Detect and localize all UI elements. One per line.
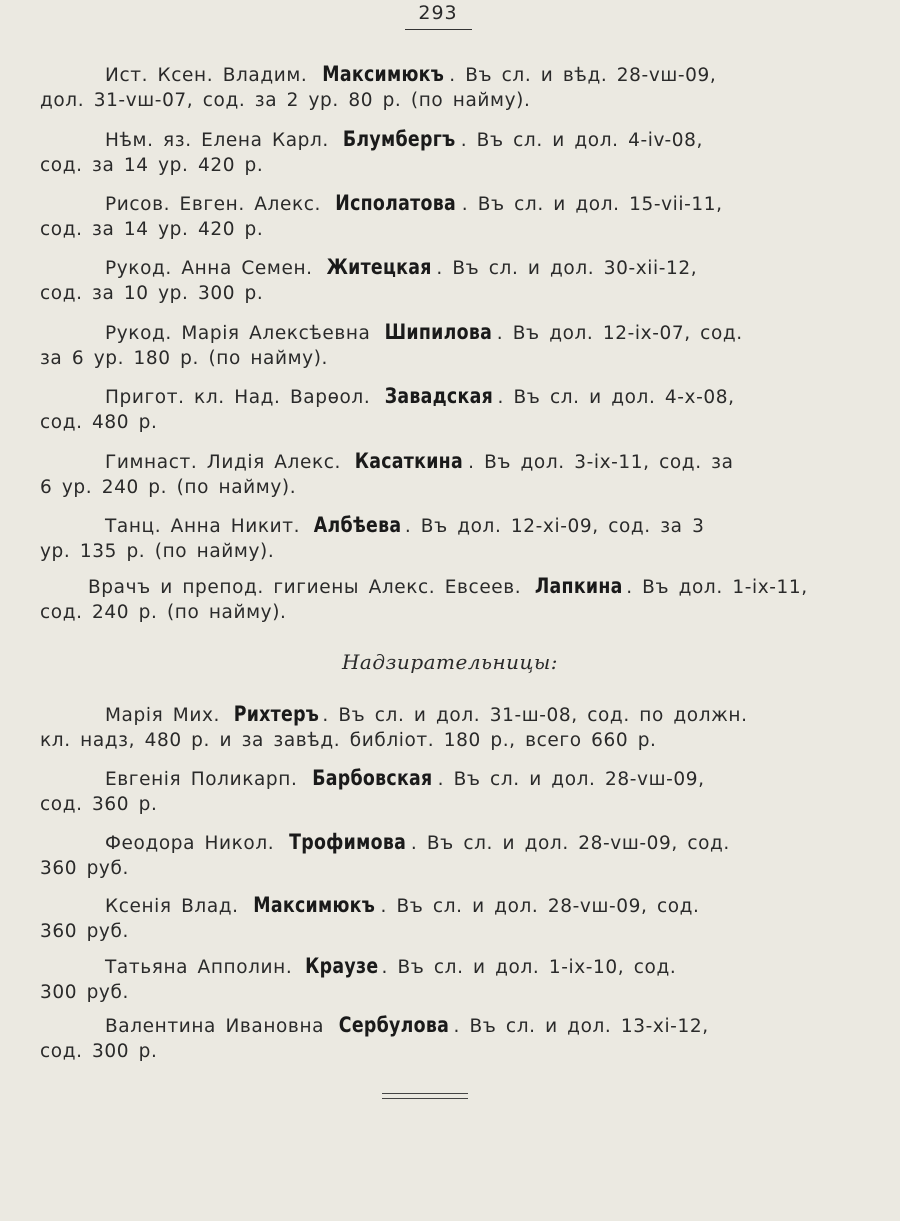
entry-surname: Лапкина bbox=[534, 574, 623, 598]
entry-line-2: 360 руб. bbox=[40, 921, 129, 942]
entry-details: . Въ сл. и дол. 28-vш-09, сод. bbox=[410, 833, 730, 854]
entry-line-2: 360 руб. bbox=[40, 858, 129, 879]
entry-line-2: 6 ур. 240 р. (по найму). bbox=[40, 477, 297, 498]
entry-title: Ксенія Влад. bbox=[105, 896, 239, 917]
entry-details: . Въ сл. и дол. 30-xii-12, bbox=[436, 258, 698, 279]
entry-details: . Въ сл. и дол. 13-xi-12, bbox=[453, 1016, 709, 1037]
entry-line-1 bbox=[105, 830, 837, 856]
entry-details: . Въ дол. 12-ix-07, сод. bbox=[496, 323, 743, 344]
entry-line-2: сод. за 10 ур. 300 р. bbox=[40, 283, 264, 304]
entry-details: . Въ сл. и дол. 28-vш-09, сод. bbox=[380, 896, 700, 917]
entry-line-1 bbox=[105, 384, 837, 410]
entry-details: . Въ сл. и дол. 15-vii-11, bbox=[461, 194, 723, 215]
entry-line-2: сод. 240 р. (по найму). bbox=[40, 602, 287, 623]
entry-title: Феодора Никол. bbox=[105, 833, 275, 854]
entry-title: Ист. Ксен. Владим. bbox=[105, 65, 308, 86]
entry-title: Врачъ и препод. гигиены Алекс. Евсеев. bbox=[88, 577, 522, 598]
entry-line-1 bbox=[105, 1013, 837, 1039]
entry-title: Пригот. кл. Над. Варѳол. bbox=[105, 387, 371, 408]
section-heading: Надзирательницы: bbox=[341, 650, 559, 674]
entry-line-1 bbox=[105, 320, 837, 346]
entry-line-1 bbox=[105, 954, 837, 980]
entry-surname: Максимюкъ bbox=[322, 62, 444, 86]
entry-title: Рукод. Марія Алексѣевна bbox=[105, 323, 371, 344]
entry-surname: Сербулова bbox=[338, 1013, 449, 1037]
entry-title: Рисов. Евген. Алекс. bbox=[105, 194, 321, 215]
entry-line-1 bbox=[105, 255, 837, 281]
entry-surname: Албѣева bbox=[313, 513, 402, 537]
entry-title: Рукод. Анна Семен. bbox=[105, 258, 313, 279]
page-number-rule bbox=[405, 29, 472, 30]
page-number: 293 bbox=[418, 2, 458, 24]
entry-line-1 bbox=[105, 191, 837, 217]
entry-line-1 bbox=[105, 513, 837, 539]
entry-surname: Краузе bbox=[305, 954, 379, 978]
entry-details: . Въ сл. и дол. 1-ix-10, сод. bbox=[381, 957, 677, 978]
entry-line-1 bbox=[105, 62, 837, 88]
entry-details: . Въ сл. и дол. 4-iv-08, bbox=[460, 130, 704, 151]
entry-title: Марія Мих. bbox=[105, 705, 221, 726]
entry-surname: Рихтеръ bbox=[233, 702, 319, 726]
entry-line-2: дол. 31-vш-07, сод. за 2 ур. 80 р. (по найму). bbox=[40, 90, 531, 111]
entry-line-2: сод. 360 р. bbox=[40, 794, 158, 815]
entry-surname: Касаткина bbox=[355, 449, 464, 473]
entry-title: Валентина Ивановна bbox=[105, 1016, 325, 1037]
entry-details: . Въ сл. и вѣд. 28-vш-09, bbox=[449, 65, 717, 86]
entry-surname: Барбовская bbox=[312, 766, 433, 790]
entry-surname: Трофимова bbox=[288, 830, 406, 854]
entry-surname: Житецкая bbox=[326, 255, 432, 279]
entry-title: Евгенія Поликарп. bbox=[105, 769, 298, 790]
entry-line-2: за 6 ур. 180 р. (по найму). bbox=[40, 348, 329, 369]
entry-details: . Въ дол. 12-xi-09, сод. за 3 bbox=[404, 516, 705, 537]
entry-line-2: ур. 135 р. (по найму). bbox=[40, 541, 275, 562]
entry-details: . Въ дол. 3-ix-11, сод. за bbox=[468, 452, 734, 473]
end-rule-top bbox=[382, 1093, 468, 1094]
entry-line-2: кл. надз, 480 р. и за завѣд. библіот. 180 р., всего 660 р. bbox=[40, 730, 657, 751]
entry-surname: Шипилова bbox=[384, 320, 493, 344]
entry-details: . Въ сл. и дол. 31-ш-08, сод. по должн. bbox=[322, 705, 748, 726]
entry-line-2: сод. за 14 ур. 420 р. bbox=[40, 155, 264, 176]
entry-surname: Блумбергъ bbox=[343, 127, 456, 151]
entry-title: Нѣм. яз. Елена Карл. bbox=[105, 130, 329, 151]
entry-surname: Исполатова bbox=[335, 191, 457, 215]
entry-line-1 bbox=[105, 893, 837, 919]
end-rule-bottom bbox=[382, 1098, 468, 1099]
entry-line-2: сод. 300 р. bbox=[40, 1041, 158, 1062]
entry-title: Татьяна Апполин. bbox=[105, 957, 293, 978]
entry-line-2: сод. за 14 ур. 420 р. bbox=[40, 219, 264, 240]
entry-title: Танц. Анна Никит. bbox=[105, 516, 301, 537]
entry-surname: Завадская bbox=[384, 384, 493, 408]
entry-details: . Въ сл. и дол. 28-vш-09, bbox=[437, 769, 705, 790]
entry-details: . Въ сл. и дол. 4-x-08, bbox=[497, 387, 735, 408]
entry-line-1 bbox=[105, 702, 837, 728]
entry-line-1 bbox=[88, 574, 837, 600]
entry-line-1 bbox=[105, 449, 837, 475]
entry-line-1 bbox=[105, 766, 837, 792]
entry-details: . Въ дол. 1-ix-11, bbox=[626, 577, 808, 598]
entry-title: Гимнаст. Лидія Алекс. bbox=[105, 452, 341, 473]
entry-line-2: сод. 480 р. bbox=[40, 412, 158, 433]
entry-line-2: 300 руб. bbox=[40, 982, 129, 1003]
entry-surname: Максимюкъ bbox=[253, 893, 376, 917]
entry-line-1 bbox=[105, 127, 837, 153]
